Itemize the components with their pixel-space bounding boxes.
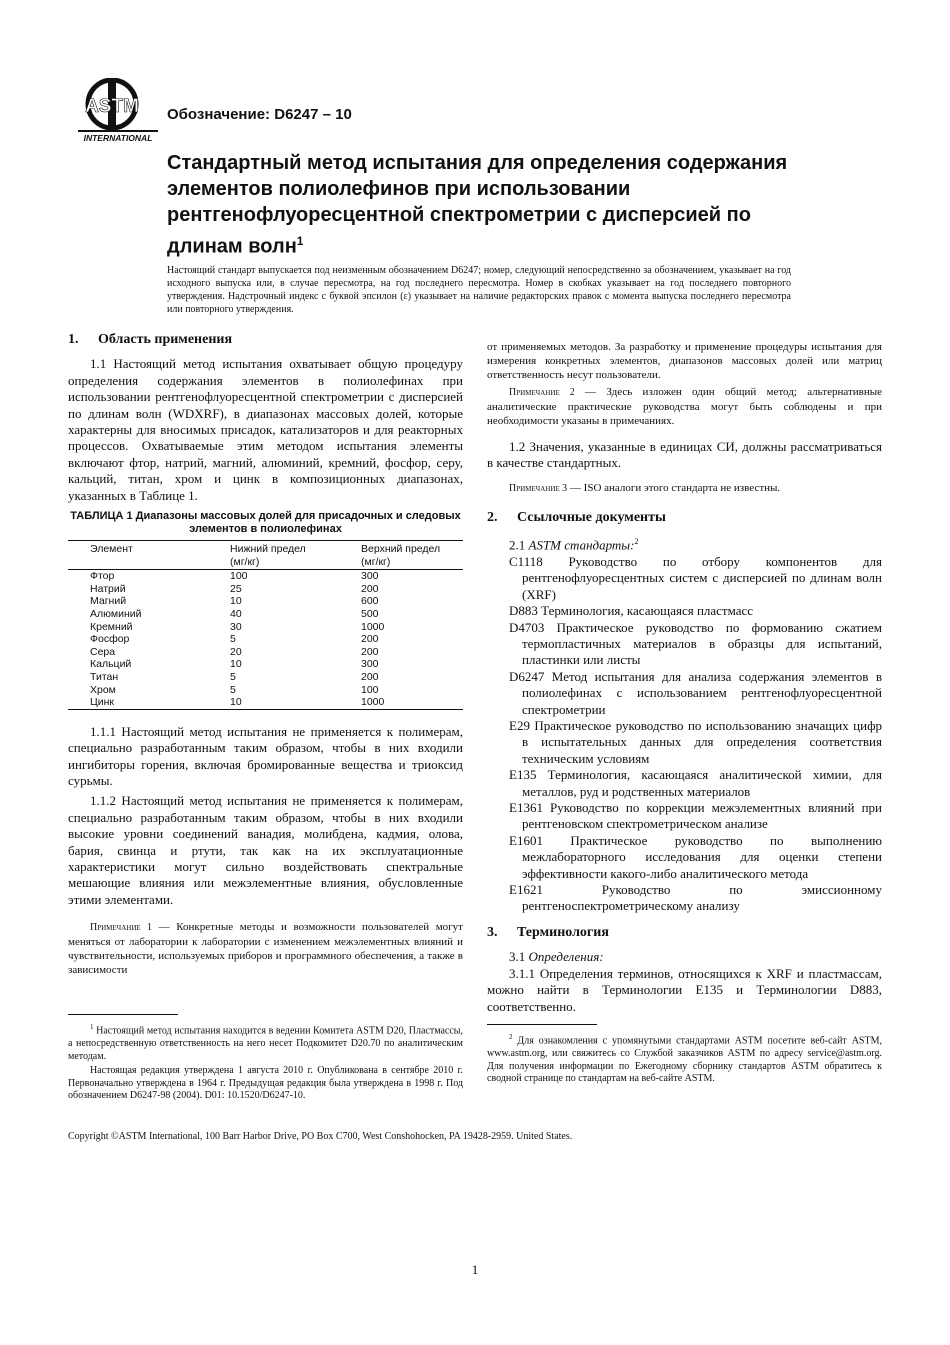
reference-item: D883 Терминология, касающаяся пластмасс <box>509 603 754 619</box>
reference-item: E1361 Руководство по коррекции межэлементных влияний при рентгеновском спектрометрическом анализе <box>509 800 882 832</box>
table-row <box>68 633 463 646</box>
footnote-1-edition: Настоящая редакция утверждена 1 августа 2010 г. Опубликована в сентябре 2010 г. Первоначально утверждена в 1964 г. Предыдущая редакция была утверждена в 1998 г. Под обозначением D6247-98 (2004). D01: 10.1520/D6247-10. <box>68 1065 463 1102</box>
table-row <box>68 570 463 583</box>
table-cell: Кальций <box>90 658 132 671</box>
paragraph-2-1-footnote-mark: 2 <box>634 537 639 547</box>
table-header-blank <box>68 556 230 570</box>
table-cell: Сера <box>90 645 116 658</box>
reference-item: D6247 Метод испытания для анализа содержания элементов в полиолефинах с использованием рентгенофлуоресцентной спектрометрии <box>509 668 882 717</box>
table-cell: 200 <box>361 633 379 646</box>
footnote-1-text: Настоящий метод испытания находится в ведении Комитета ASTM D20, Пластмассы, а непосредственную ответственность на него несет Подкомитет D20.70 по аналитическим методам. <box>68 1025 463 1062</box>
table-cell: 10 <box>230 696 361 709</box>
note-3-text: — ISO аналоги этого стандарта не известны. <box>567 481 781 494</box>
designation-value: D6247 – 10 <box>274 106 352 123</box>
page-number: 1 <box>471 1262 479 1277</box>
table-row <box>68 646 463 659</box>
paragraph-2-1 <box>487 534 882 554</box>
table-header-lower: Нижний предел <box>230 541 361 556</box>
footnote-2-mark: 2 <box>509 1033 513 1041</box>
note-2-label: Примечание 2 <box>509 387 575 398</box>
table-1-caption: ТАБЛИЦА 1 Диапазоны массовых долей для присадочных и следовых элементов в полиолефинах <box>70 510 461 536</box>
table-cell: Магний <box>90 595 127 608</box>
reference-item: E1601 Практическое руководство по выполнению межлабораторного исследования для оценки степени эффективности какого-либо аналитического метода <box>509 832 882 881</box>
paragraph-3-1-number: 3.1 <box>509 949 526 965</box>
footnote-2 <box>487 1031 882 1086</box>
table-header-element: Элемент <box>68 541 230 556</box>
table-cell: Фтор <box>90 570 115 583</box>
paragraph-2-1-number: 2.1 <box>509 537 526 553</box>
table-cell: Кремний <box>90 620 133 633</box>
table-cell: 200 <box>361 645 379 658</box>
astm-logo <box>78 78 160 144</box>
paragraph-1-1: 1.1 Настоящий метод испытания охватывает общую процедуру определения содержания элементов в полиолефинах при использовании рентгенофлуоресцентной спектрометрии с дисперсией по длинам волн (WDXRF), в диапазонах массовых долей, которые характерны для вносимых присадок, катализаторов и для реакторных процессов. Охватываемые этим методом испытания элементы включают фтор, натрий, магний, алюминий, кремний, фосфор, серу, кальций, титан, хром и цинк в композиционных диапазонах, указанных в Таблице 1. <box>68 356 463 503</box>
table-cell: Хром <box>90 683 116 696</box>
table-cell: 1000 <box>361 696 463 709</box>
table-cell: Фосфор <box>90 633 130 646</box>
table-row <box>68 658 463 671</box>
reference-list <box>487 554 882 915</box>
table-cell: Алюминий <box>90 608 142 621</box>
table-cell: 25 <box>230 582 242 595</box>
section-1-heading <box>68 332 463 348</box>
section-3-title: Терминология <box>517 924 609 940</box>
table-cell: 300 <box>361 658 379 671</box>
table-header-lower-unit: (мг/кг) <box>230 556 361 570</box>
footnote-rule <box>68 1014 178 1015</box>
table-row <box>68 621 463 634</box>
reference-item: C1118 Руководство по отбору компонентов для рентгенофлуоресцентных систем с дисперсией по длинам волн (XRF) <box>509 553 882 602</box>
table-row <box>68 696 463 709</box>
note-1 <box>68 920 463 977</box>
table-cell: 5 <box>230 671 236 683</box>
note-1-text: — Конкретные методы и возможности пользователей могут меняться от лаборатории к лаборатории с изменением межэлементных влияний и чувствительности, используемых приборов и программного обеспечения, а также в зависимости <box>68 921 463 977</box>
right-column <box>487 340 882 1015</box>
copyright-line: Copyright ©ASTM International, 100 Barr Harbor Drive, PO Box C700, West Conshohocken, PA 19428-2959. United States. <box>68 1131 573 1142</box>
section-2-number: 2. <box>487 509 498 525</box>
section-1-number: 1. <box>68 332 79 347</box>
title-footnote-mark: 1 <box>296 234 304 248</box>
footnote-1 <box>68 1021 463 1063</box>
reference-item: E1621 Руководство по эмиссионному рентгеноспектрометрическому анализу <box>509 882 882 914</box>
designation-label: Обозначение: <box>167 106 271 123</box>
reference-item: E29 Практическое руководство по использованию значащих цифр в испытательных данных для определения соответствия техническим условиям <box>509 718 882 766</box>
table-row <box>68 595 463 608</box>
table-cell: 5 <box>230 633 236 646</box>
table-cell: 200 <box>361 582 379 595</box>
table-cell: 1000 <box>361 620 385 633</box>
footnote-2-text: Для ознакомления с упомянутыми стандартами ASTM посетите веб-сайт ASTM, www.astm.org, или свяжитесь со Службой заказчиков ASTM по адресу service@astm.org. Для получения информации по Ежегодному сборнику стандартов ASTM обратитесь к сводной странице по стандартам на веб-сайте ASTM. <box>487 1035 882 1085</box>
table-cell: 500 <box>361 608 379 621</box>
designation <box>167 106 352 123</box>
table-cell: 10 <box>230 595 242 608</box>
section-3-number: 3. <box>487 924 498 940</box>
table-cell: 300 <box>361 570 379 583</box>
logo-subtitle: INTERNATIONAL <box>83 133 153 143</box>
reference-item: E135 Терминология, касающаяся аналитической химии, для металлов, руд и родственных материалов <box>509 767 882 799</box>
title-text: Стандартный метод испытания для определения содержания элементов полиолефинов при использовании рентгенофлуоресцентной спектрометрии с дисперсией по длинам волн <box>167 152 788 258</box>
table-cell: Цинк <box>68 696 230 709</box>
section-2-heading <box>487 510 882 526</box>
note-3 <box>487 481 882 496</box>
table-cell: Титан <box>90 671 119 683</box>
table-cell: 100 <box>361 683 379 696</box>
astm-logo-graphic <box>78 78 160 144</box>
table-cell: 5 <box>230 683 236 696</box>
section-3-heading <box>487 925 882 941</box>
paragraph-1-1-2: 1.1.2 Настоящий метод испытания не применяется к полимерам, специально разработанным таким образом, чтобы в них входили высокие уровни соединений ванадия, молибдена, кадмия, олова, бария, свинца и ртути, так как на их эксплуатационные характеристики могут сильно воздействовать спектральные мешающие влияния или межэлементные влияния, обусловленные этими элементами. <box>68 793 463 907</box>
table-cell: 30 <box>230 620 242 633</box>
table-cell: 200 <box>361 671 379 683</box>
note-2-text: — Здесь изложен один общий метод; альтернативные аналитические практические руководства могут быть соблюдены и при необходимости указаны в примечаниях. <box>487 386 882 427</box>
section-1-title: Область применения <box>98 332 233 347</box>
table-row <box>68 583 463 596</box>
table-row <box>68 608 463 621</box>
paragraph-1-1-1: 1.1.1 Настоящий метод испытания не применяется к полимерам, специально разработанным таким образом, чтобы в них входили ингибиторы горения, включая бромированные вещества и триоксид сурьмы. <box>68 723 463 788</box>
note-2 <box>487 385 882 428</box>
table-cell: 20 <box>230 645 242 658</box>
document-title <box>167 150 807 260</box>
note-1-label: Примечание 1 <box>90 922 153 934</box>
table-header-upper-unit: (мг/кг) <box>361 556 463 570</box>
paragraph-1-2: 1.2 Значения, указанные в единицах СИ, должны рассматриваться в качестве стандартных. <box>487 439 882 471</box>
paragraph-2-1-title: ASTM стандарты: <box>528 537 635 553</box>
reference-item: D4703 Практическое руководство по формованию сжатием термопластичных материалов в образцы для испытаний, пластинки или листы <box>509 619 882 668</box>
note-1-continued: от применяемых методов. За разработку и применение процедуры испытания для измерения конкретных элементов, диапазонов массовых долей или матриц ответственность несут пользователи. <box>487 341 882 381</box>
table-cell: Натрий <box>90 582 126 595</box>
footnote-1-mark: 1 <box>90 1023 94 1031</box>
note-3-label: Примечание 3 <box>509 482 568 494</box>
left-column <box>68 332 463 977</box>
logo-letters: ASTM <box>85 96 139 117</box>
table-row <box>68 684 463 697</box>
table-header-upper: Верхний предел <box>361 541 463 556</box>
table-row <box>68 671 463 684</box>
table-cell: 600 <box>361 595 379 608</box>
section-2-title: Ссылочные документы <box>517 509 666 525</box>
paragraph-3-1-title: Определения: <box>528 949 604 965</box>
right-footnotes <box>487 1024 882 1086</box>
table-1 <box>68 540 463 710</box>
footnote-rule <box>487 1024 597 1025</box>
intro-paragraph: Настоящий стандарт выпускается под неизменным обозначением D6247; номер, следующий непосредственно за обозначением, указывает на год исходного выпуска или, в случае пересмотра, на год последнего пересмотра. Номер в скобках указывает на год последнего повторного утверждения. Надстрочный индекс с буквой эпсилон (ε) указывает на наличие редакторских правок с момента выпуска последнего пересмотра или повторного утверждения. <box>167 265 791 315</box>
paragraph-3-1-1: 3.1.1 Определения терминов, относящихся к XRF и пластмассам, можно найти в Терминологии E135 и Терминологии D883, соответственно. <box>487 965 882 1014</box>
table-cell: 40 <box>230 608 242 621</box>
table-cell: 100 <box>230 570 248 583</box>
left-footnotes <box>68 1014 463 1103</box>
table-cell: 10 <box>230 658 242 671</box>
paragraph-3-1 <box>487 949 882 965</box>
